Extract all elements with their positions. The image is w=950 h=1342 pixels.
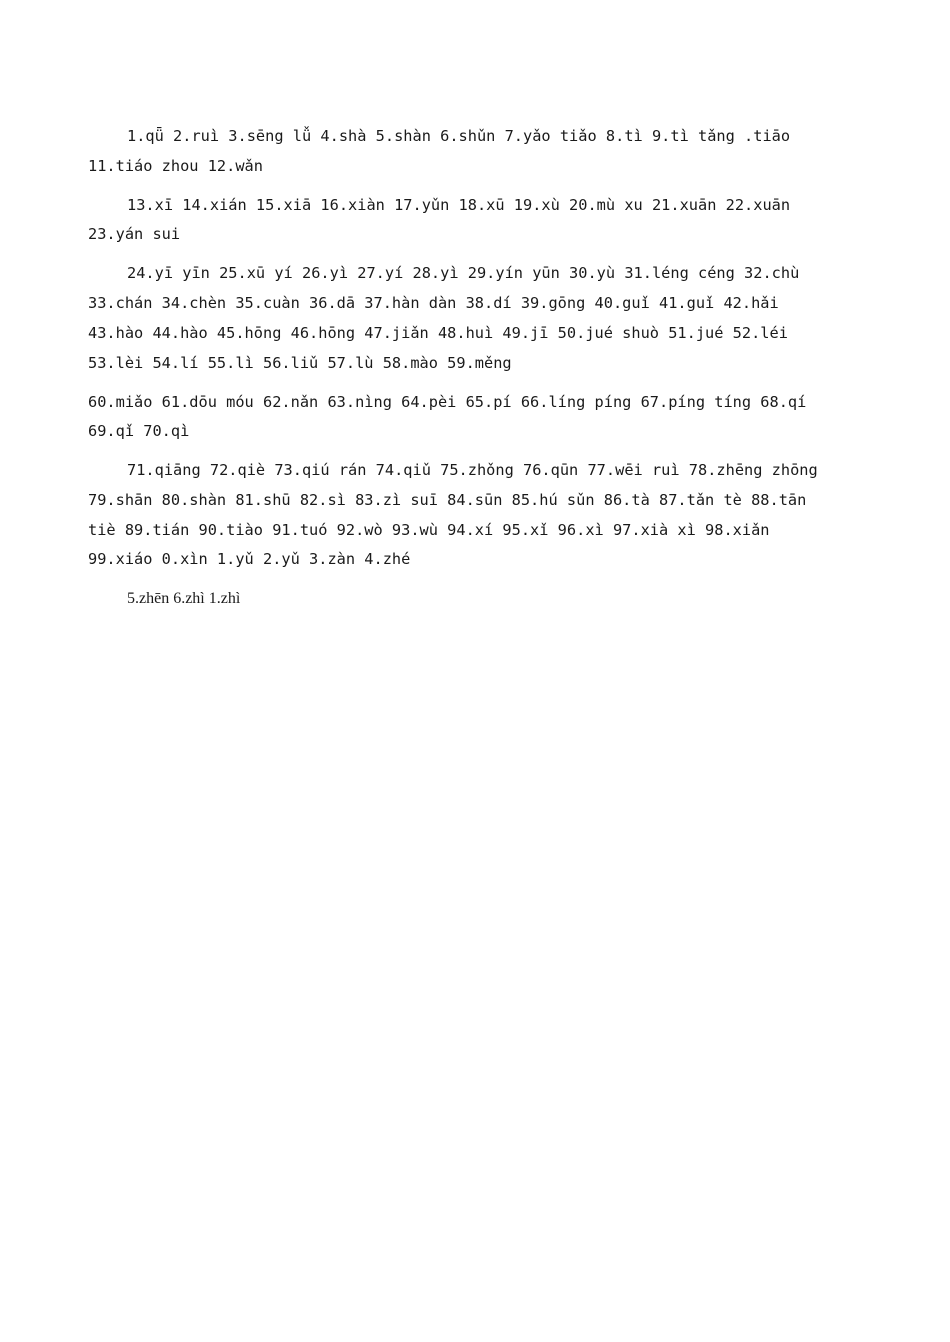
paragraph-line: 5.zhēn 6.zhì 1.zhì (127, 590, 241, 608)
paragraph-line: 53.lèi 54.lí 55.lì 56.liǔ 57.lù 58.mào 59.měng (88, 353, 512, 372)
paragraph-line: tiè 89.tián 90.tiào 91.tuó 92.wò 93.wù 94.xí 95.xǐ 96.xì 97.xià xì 98.xiǎn (88, 520, 770, 539)
paragraph-line: 71.qiāng 72.qiè 73.qiú rán 74.qiǔ 75.zhǒng 76.qūn 77.wēi ruì 78.zhēng zhōng (127, 461, 818, 480)
paragraph-line: 99.xiáo 0.xìn 1.yǔ 2.yǔ 3.zàn 4.zhé (88, 550, 411, 569)
paragraph-line: 11.tiáo zhou 12.wǎn (88, 156, 263, 175)
paragraph-line: 13.xī 14.xián 15.xiā 16.xiàn 17.yǔn 18.xū 19.xù 20.mù xu 21.xuān 22.xuān (127, 195, 791, 214)
paragraph-line: 79.shān 80.shàn 81.shū 82.sì 83.zì suī 84.sūn 85.hú sǔn 86.tà 87.tǎn tè 88.tān (88, 490, 807, 509)
paragraph-line: 24.yī yīn 25.xū yí 26.yì 27.yí 28.yì 29.yín yūn 30.yù 31.léng céng 32.chù (127, 264, 800, 283)
answer-paragraph-3 (88, 259, 858, 378)
answer-paragraph-1 (88, 122, 858, 181)
paragraph-line: 60.miǎo 61.dōu móu 62.nǎn 63.nìng 64.pèi 65.pí 66.líng píng 67.píng tíng 68.qí (88, 392, 807, 411)
answer-paragraph-5 (88, 456, 858, 575)
answer-paragraph-2 (88, 191, 858, 250)
paragraph-line: 43.hào 44.hào 45.hōng 46.hōng 47.jiǎn 48.huì 49.jī 50.jué shuò 51.jué 52.léi (88, 323, 788, 342)
document-page (88, 122, 858, 623)
paragraph-line: 23.yán sui (88, 225, 181, 244)
answer-paragraph-4 (88, 388, 858, 447)
paragraph-line: 33.chán 34.chèn 35.cuàn 36.dā 37.hàn dàn 38.dí 39.gōng 40.guǐ 41.guǐ 42.hǎi (88, 294, 779, 313)
paragraph-line: 69.qǐ 70.qì (88, 422, 190, 441)
answer-paragraph-6 (88, 584, 858, 614)
paragraph-line: 1.qǖ 2.ruì 3.sēng lǚ 4.shà 5.shàn 6.shǔn 7.yǎo tiǎo 8.tì 9.tì tǎng .tiāo (127, 127, 791, 145)
